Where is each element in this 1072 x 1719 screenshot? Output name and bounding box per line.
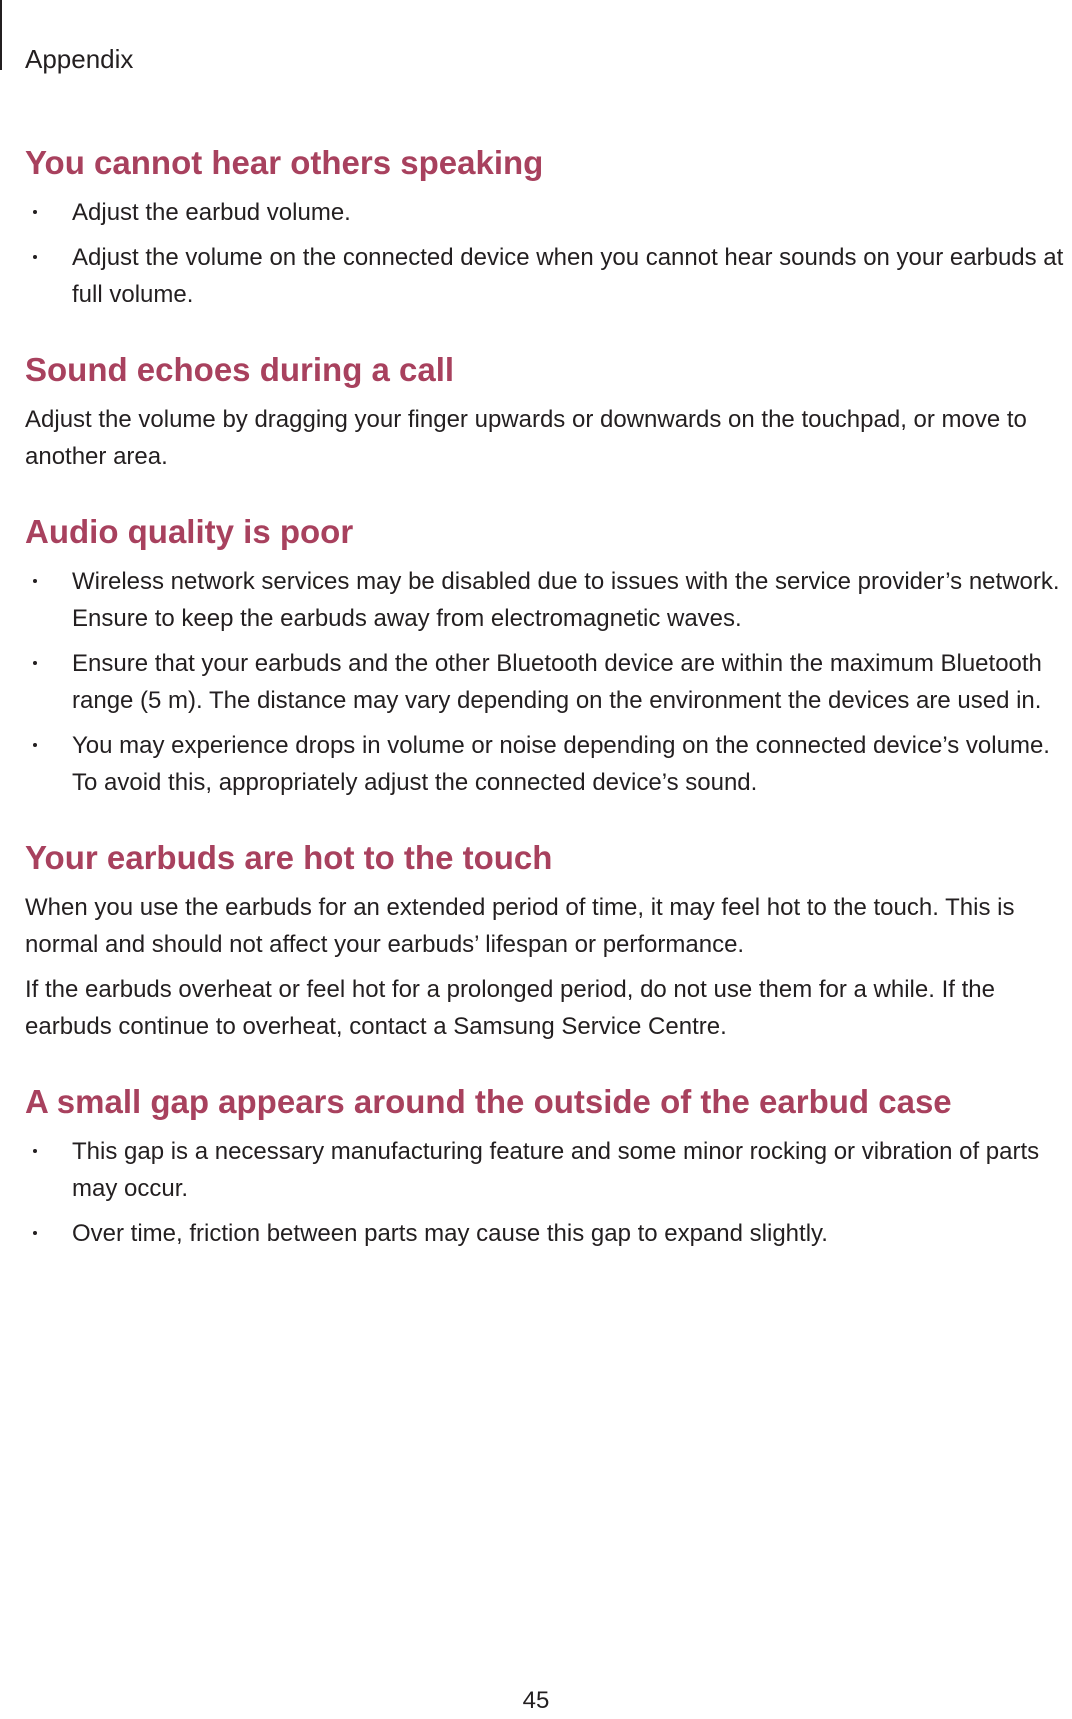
bullet-item bbox=[25, 1133, 1070, 1207]
section-hot-to-touch bbox=[25, 835, 1070, 1045]
bullet-list bbox=[25, 194, 1070, 313]
bullet-text: Ensure that your earbuds and the other Bluetooth device are within the maximum Bluetooth range (5 m). The distance may vary depending on the environment the devices are used in. bbox=[72, 650, 1042, 714]
bullet-dot-icon bbox=[33, 579, 37, 583]
bullet-list bbox=[25, 563, 1070, 801]
paragraph: When you use the earbuds for an extended period of time, it may feel hot to the touch. This is normal and should not affect your earbuds’ lifespan or performance. bbox=[25, 894, 1015, 958]
section-small-gap bbox=[25, 1079, 1070, 1252]
paragraph: Adjust the volume by dragging your finger upwards or downwards on the touchpad, or move to another area. bbox=[25, 406, 1027, 470]
bullet-dot-icon bbox=[33, 743, 37, 747]
bullet-item bbox=[25, 194, 1070, 231]
page-number: 45 bbox=[522, 1687, 550, 1714]
section-cannot-hear bbox=[25, 140, 1070, 313]
bullet-dot-icon bbox=[33, 255, 37, 259]
section-heading: A small gap appears around the outside of the earbud case bbox=[25, 1083, 952, 1120]
section-heading: You cannot hear others speaking bbox=[25, 144, 544, 181]
page-content bbox=[25, 140, 1070, 1252]
page-edge-rule bbox=[0, 0, 2, 70]
bullet-text: This gap is a necessary manufacturing feature and some minor rocking or vibration of parts may occur. bbox=[72, 1138, 1040, 1202]
bullet-item bbox=[25, 645, 1070, 719]
bullet-dot-icon bbox=[33, 661, 37, 665]
bullet-list bbox=[25, 1133, 1070, 1252]
section-header: Appendix bbox=[25, 44, 134, 74]
bullet-item bbox=[25, 727, 1070, 801]
bullet-dot-icon bbox=[33, 1231, 37, 1235]
bullet-text: Over time, friction between parts may cause this gap to expand slightly. bbox=[72, 1220, 828, 1247]
bullet-dot-icon bbox=[33, 1149, 37, 1153]
section-heading: Audio quality is poor bbox=[25, 513, 354, 550]
section-heading: Sound echoes during a call bbox=[25, 351, 455, 388]
section-sound-echoes bbox=[25, 347, 1070, 475]
bullet-text: Wireless network services may be disabled due to issues with the service provider’s network. Ensure to keep the earbuds away from electromagnetic waves. bbox=[72, 568, 1060, 632]
bullet-text: Adjust the volume on the connected device when you cannot hear sounds on your earbuds at full volume. bbox=[72, 244, 1064, 308]
bullet-text: You may experience drops in volume or noise depending on the connected device’s volume. To avoid this, appropriately adjust the connected device’s sound. bbox=[72, 732, 1050, 796]
bullet-text: Adjust the earbud volume. bbox=[72, 199, 351, 226]
bullet-item bbox=[25, 1215, 1070, 1252]
section-audio-quality bbox=[25, 509, 1070, 801]
bullet-item bbox=[25, 563, 1070, 637]
bullet-dot-icon bbox=[33, 210, 37, 214]
paragraph: If the earbuds overheat or feel hot for a prolonged period, do not use them for a while. If the earbuds continue to overheat, contact a Samsung Service Centre. bbox=[25, 976, 995, 1040]
bullet-item bbox=[25, 239, 1070, 313]
section-heading: Your earbuds are hot to the touch bbox=[25, 839, 553, 876]
